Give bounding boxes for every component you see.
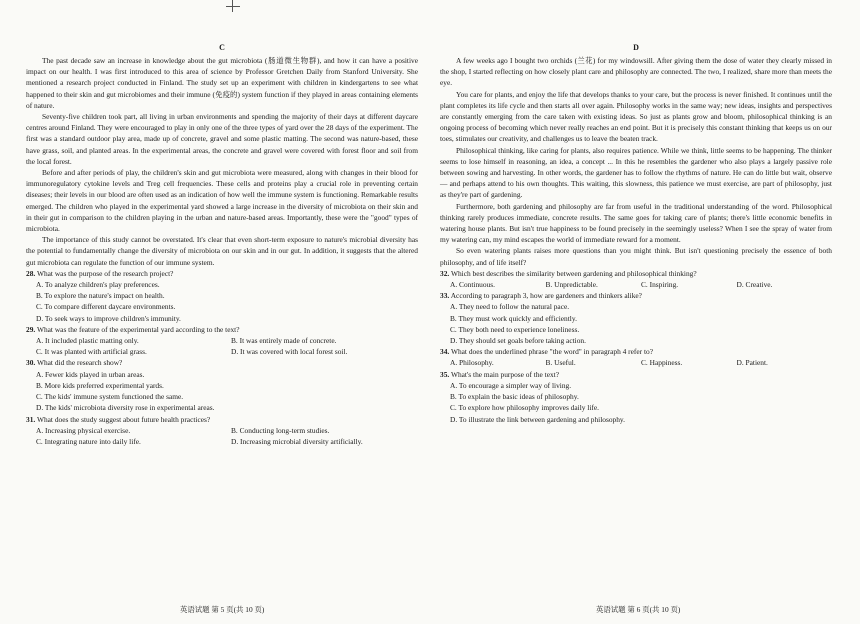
option-d: D. Creative. <box>736 280 773 290</box>
option-b: B. To explain the basic ideas of philosophy. <box>450 392 579 402</box>
passage-d-title: D <box>633 43 639 52</box>
option-c: C. They both need to experience loneliness. <box>450 324 580 334</box>
option-c: C. Happiness. <box>641 358 683 368</box>
question-stem: What does the study suggest about future health practices? <box>36 414 211 424</box>
question-30 <box>26 357 418 413</box>
option-a: A. To encourage a simpler way of living. <box>450 380 572 390</box>
question-29 <box>26 324 418 358</box>
passage-d-paragraph-5: So even watering plants raises more questions than you might think. But isn't questioning precisely the essence of both philosophy, and of life itself? <box>440 246 832 267</box>
passage-d-paragraph-4: Furthermore, both gardening and philosophy are far from useful in the traditional understanding of the word. Philosophical thinking rarely produces immediate, concrete results. The same goes for taking care of plants; there's little economic benefits in watering house plants. But isn't true happiness to be found precisely in the seemingly useless? When I see the spray of water from my watering can, my mind escapes the world of immediate reward for a moment. <box>440 201 832 245</box>
option-d: D. To illustrate the link between gardening and philosophy. <box>450 414 625 424</box>
question-32 <box>440 268 832 290</box>
option-c: C. Inspiring. <box>641 280 679 290</box>
question-number: 34. <box>440 347 450 357</box>
option-a: A. To analyze children's play preferences. <box>36 280 160 290</box>
option-d: D. Increasing microbial diversity artificially. <box>231 436 363 446</box>
question-stem: What did the research show? <box>36 358 123 368</box>
question-34 <box>440 346 832 368</box>
question-number: 33. <box>440 291 450 301</box>
question-stem: What does the underlined phrase "the word" in paragraph 4 refer to? <box>450 347 653 357</box>
question-28 <box>26 268 418 324</box>
passage-d-paragraph-1: A few weeks ago I bought two orchids (兰花) for my windowsill. After giving them the dose of water they clearly missed in the shop, I started reflecting on how closely plant care and philosophy are connected. The two, I realized, share more than meets the eye. <box>440 56 832 88</box>
option-b: B. To explore the nature's impact on health. <box>36 291 165 301</box>
top-binding-mark-bar <box>226 6 240 7</box>
question-33 <box>440 290 832 346</box>
question-number: 35. <box>440 369 450 379</box>
question-stem: Which best describes the similarity between gardening and philosophical thinking? <box>450 268 697 278</box>
question-stem: What was the feature of the experimental yard according to the text? <box>36 324 240 334</box>
option-b: B. Unpredictable. <box>545 280 598 290</box>
question-number: 29. <box>26 324 36 334</box>
right-column <box>440 42 832 425</box>
option-b: B. More kids preferred experimental yards. <box>36 380 164 390</box>
option-a: A. They need to follow the natural pace. <box>450 302 570 312</box>
passage-c-paragraph-1: The past decade saw an increase in knowledge about the gut microbiota (肠道微生物群), and how it can have a positive impact on our health. I was first introduced to this area of science by Professor Gretchen Daily from Stanford University. She mentioned a research project conducted in Finland. The study set up an experiment with children in kindergartens to see what happened to their skin and gut microbiomes and their immune (免疫的) system function if they played in areas containing elements of nature. <box>26 56 418 110</box>
option-c: C. Integrating nature into daily life. <box>36 436 141 446</box>
option-b: B. It was entirely made of concrete. <box>231 336 337 346</box>
question-31 <box>26 414 418 448</box>
option-b: B. They must work quickly and efficiently. <box>450 313 577 323</box>
question-35 <box>440 369 832 425</box>
passage-c-paragraph-4: The importance of this study cannot be overstated. It's clear that even short-term exposure to nature's microbial diversity has the potential to fundamentally change the diversity of microbiota on our skin and in our gut. In addition, it suggests that the altered gut microbiota can regulate the function of our immune system. <box>26 235 418 267</box>
option-d: D. They should set goals before taking action. <box>450 336 586 346</box>
option-c: C. To explore how philosophy improves daily life. <box>450 403 599 413</box>
question-stem: What was the purpose of the research project? <box>36 268 174 278</box>
option-d: D. To seek ways to improve children's immunity. <box>36 313 181 323</box>
option-a: A. Philosophy. <box>450 358 494 368</box>
option-b: B. Useful. <box>545 358 576 368</box>
question-number: 32. <box>440 268 450 278</box>
question-stem: According to paragraph 3, how are gardeners and thinkers alike? <box>450 291 642 301</box>
option-d: D. Patient. <box>736 358 768 368</box>
option-d: D. The kids' microbiota diversity rose in experimental areas. <box>36 403 215 413</box>
question-number: 31. <box>26 414 36 424</box>
option-a: A. Fewer kids played in urban areas. <box>36 369 145 379</box>
option-c: C. To compare different daycare environments. <box>36 302 176 312</box>
option-d: D. It was covered with local forest soil. <box>231 347 348 357</box>
question-stem: What's the main purpose of the text? <box>450 369 560 379</box>
passage-d-paragraph-2: You care for plants, and enjoy the life that develops thanks to your care, but the process is never finished. It continues until the plant completes its life cycle and then starts all over again. Philosophy works in the same way; new ideas, insights and perspectives are constantly emerging from the care taken with existing ideas. So just as plants grow and bloom, philosophical thinking is an ongoing process of becoming which never really reaches an end point. But it is precisely this constant thinking that keeps us on our toes, stimulates our creativity, and challenges us to leave the beaten track. <box>440 89 832 144</box>
option-c: C. The kids' immune system functioned the same. <box>36 392 184 402</box>
passage-c-paragraph-2: Seventy-five children took part, all living in urban environments and spending the majority of their days at different daycare centres around Finland. They were encouraged to play in only one of the three types of yard over the 28 days of the experiment. The first was a standard outdoor play area, made up of concrete, gravel and some plastic matting. The second was nature-based, these have grass, soil, and planted areas. In the experimental areas, the concrete and gravel were covered with forest floor and soil from the local forest. <box>26 112 418 166</box>
passage-c-paragraph-3: Before and after periods of play, the children's skin and gut microbiota were measured, along with changes in their blood for immunoregulatory cytokine levels and Treg cell frequencies. These cells and proteins play a crucial role in preventing certain diseases; their levels in our blood are often used as an indication of how well the immune system is functioning. Remarkable results emerged. The children who played in the experimental yard showed a large increase in the diversity of microbiota on their skin and in their gut in comparison to the children playing in the urban and nature-based areas. Importantly, these were the "good" types of microbiota. <box>26 168 418 234</box>
left-column <box>26 42 418 447</box>
option-b: B. Conducting long-term studies. <box>231 425 330 435</box>
passage-c-title: C <box>219 43 225 52</box>
option-c: C. It was planted with artificial grass. <box>36 347 147 357</box>
page-footer-left: 英语试题 第 5 页(共 10 页) <box>180 605 265 614</box>
option-a: A. It included plastic matting only. <box>36 336 139 346</box>
page-footer-right: 英语试题 第 6 页(共 10 页) <box>596 605 681 614</box>
option-a: A. Increasing physical exercise. <box>36 425 131 435</box>
question-number: 28. <box>26 268 36 278</box>
question-number: 30. <box>26 358 36 368</box>
option-a: A. Continuous. <box>450 280 495 290</box>
passage-d-paragraph-3: Philosophical thinking, like caring for plants, also requires patience. While we think, little seems to be happening. The thinker seems to lose himself in reasoning, an idea, a concept ... In this he resembles the gardener who also plays a largely passive role between sowing and harvesting. In other words, the gardener has to follow the rhythms of nature. He can do little but wait, observe — and perhaps attend to his own thoughts. This waiting, this slowness, this patience we must exercise, are part of philosophy, just as they're part of gardening. <box>440 145 832 200</box>
